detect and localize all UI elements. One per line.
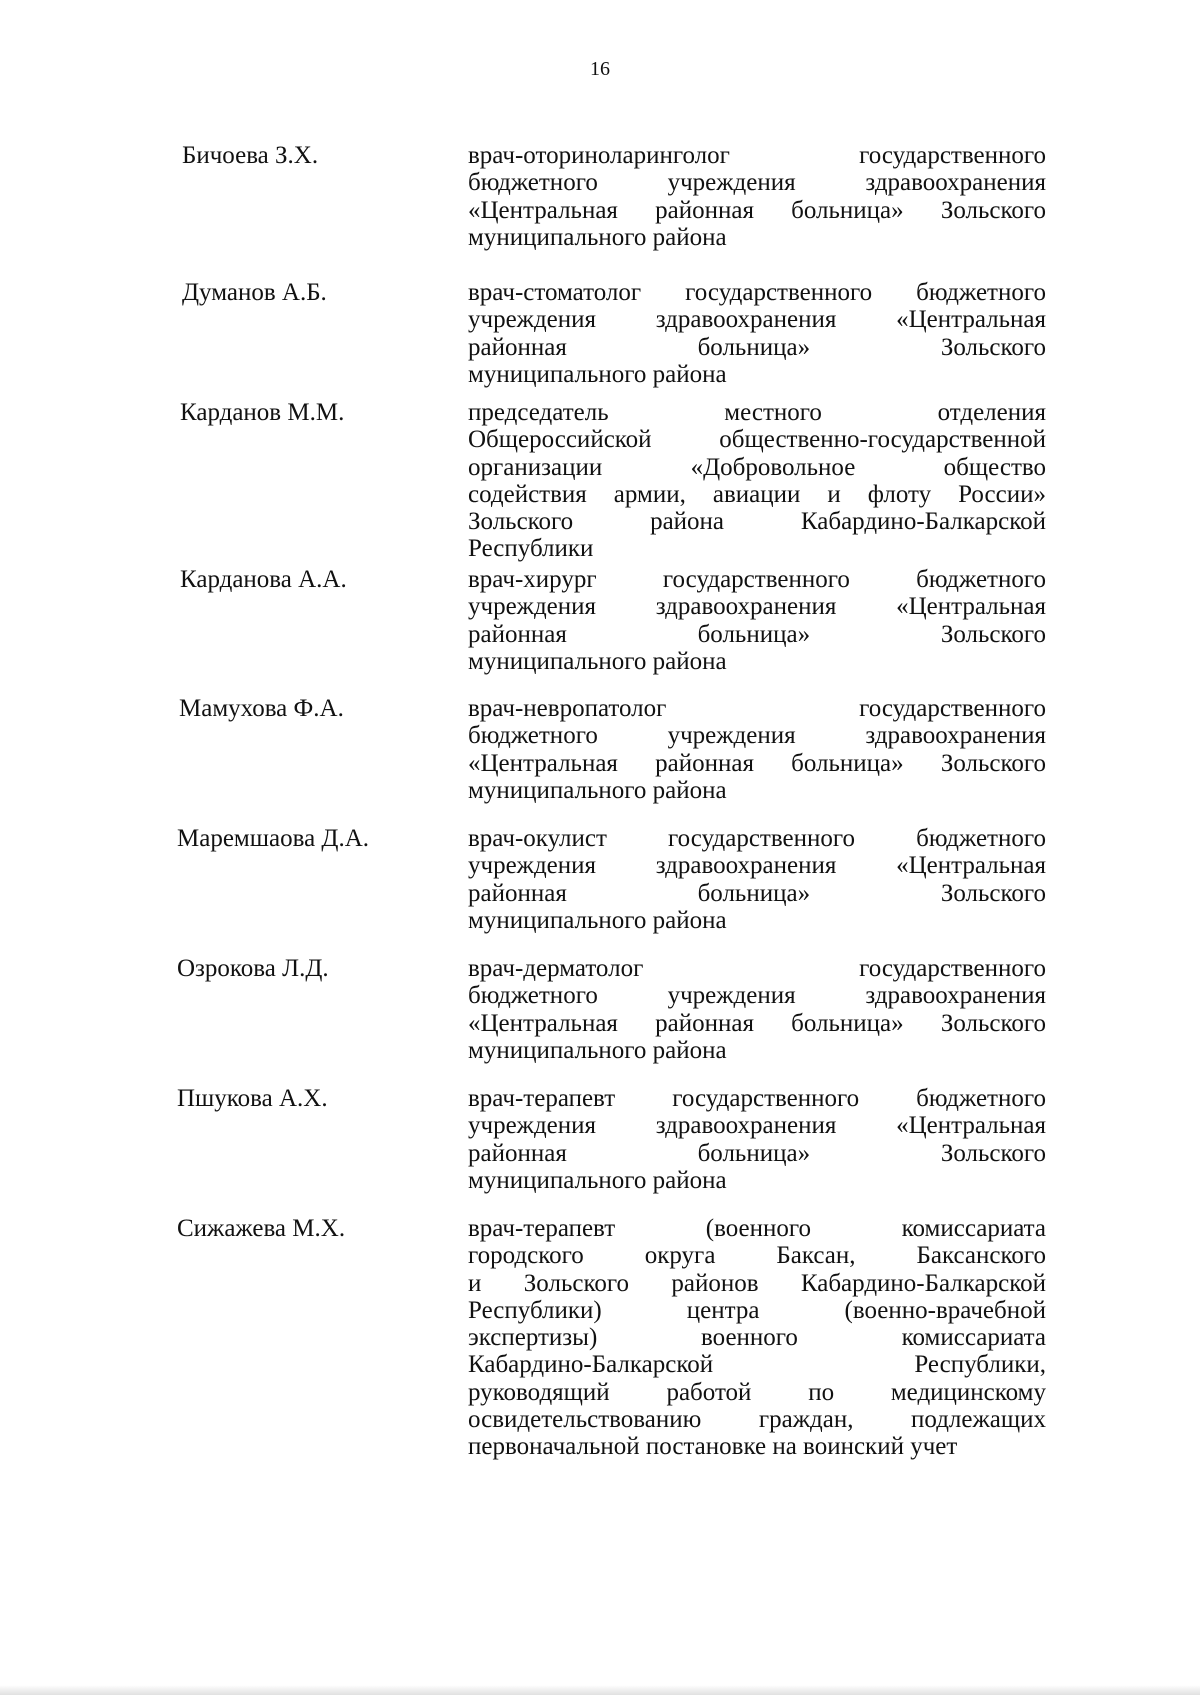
position-line: учреждения здравоохранения «Центральная: [468, 593, 1046, 621]
position-line: учреждения здравоохранения «Центральная: [468, 306, 1046, 334]
position-line: врач-хирург государственного бюджетного: [468, 566, 1046, 593]
member-position: [468, 1085, 1046, 1194]
position-line: муниципального района: [468, 360, 727, 388]
position-line: врач-стоматолог государственного бюджетного: [468, 279, 1046, 306]
position-line: Республики: [468, 535, 594, 563]
position-line: председатель местного отделения: [468, 399, 1046, 426]
position-line: районная больница» Зольского: [468, 620, 1046, 648]
position-line: врач-терапевт государственного бюджетного: [468, 1085, 1046, 1112]
position-line: и Зольского районов Кабардино-Балкарской: [468, 1269, 1046, 1297]
member-position: [468, 279, 1046, 388]
position-line: экспертизы) военного комиссариата: [468, 1324, 1046, 1352]
position-line: врач-невропатолог государственного: [468, 695, 1046, 722]
scan-edge-shadow: [0, 1685, 1200, 1695]
member-position: [468, 399, 1046, 563]
member-name: Маремшаова Д.А.: [177, 825, 370, 852]
position-line: организации «Добровольное общество: [468, 453, 1046, 481]
position-line: Зольского района Кабардино-Балкарской: [468, 508, 1046, 536]
position-line: «Центральная районная больница» Зольского: [468, 1009, 1046, 1037]
member-position: [468, 566, 1046, 675]
position-line: Общероссийской общественно-государственной: [468, 426, 1046, 454]
member-name: Сижажева М.Х.: [177, 1215, 346, 1242]
member-position: [468, 955, 1046, 1064]
member-position: [468, 695, 1046, 804]
position-line: муниципального района: [468, 223, 727, 251]
position-line: бюджетного учреждения здравоохранения: [468, 722, 1046, 750]
position-line: муниципального района: [468, 1036, 727, 1064]
member-name: Мамухова Ф.А.: [179, 695, 344, 722]
position-line: муниципального района: [468, 906, 727, 934]
member-name: Думанов А.Б.: [182, 279, 327, 306]
position-line: освидетельствованию граждан, подлежащих: [468, 1406, 1046, 1434]
position-line: врач-дерматолог государственного: [468, 955, 1046, 982]
position-line: «Центральная районная больница» Зольского: [468, 749, 1046, 777]
member-name: Карданова А.А.: [180, 566, 347, 593]
position-line: Кабардино-Балкарской Республики,: [468, 1351, 1046, 1379]
position-line: первоначальной постановке на воинский учет: [468, 1433, 958, 1461]
member-name: Озрокова Л.Д.: [177, 955, 329, 982]
position-line: учреждения здравоохранения «Центральная: [468, 852, 1046, 880]
member-position: [468, 142, 1046, 251]
position-line: районная больница» Зольского: [468, 879, 1046, 907]
position-line: муниципального района: [468, 776, 727, 804]
position-line: учреждения здравоохранения «Центральная: [468, 1112, 1046, 1140]
position-line: «Центральная районная больница» Зольского: [468, 196, 1046, 224]
position-line: врач-окулист государственного бюджетного: [468, 825, 1046, 852]
member-position: [468, 1215, 1046, 1461]
page-number: 16: [590, 58, 610, 80]
member-position: [468, 825, 1046, 934]
position-line: руководящий работой по медицинскому: [468, 1378, 1046, 1406]
position-line: бюджетного учреждения здравоохранения: [468, 169, 1046, 197]
position-line: содействия армии, авиации и флоту России»: [468, 480, 1046, 508]
position-line: врач-оториноларинголог государственного: [468, 142, 1046, 169]
member-name: Карданов М.М.: [180, 399, 345, 426]
position-line: врач-терапевт (военного комиссариата: [468, 1215, 1046, 1242]
position-line: районная больница» Зольского: [468, 333, 1046, 361]
position-line: бюджетного учреждения здравоохранения: [468, 982, 1046, 1010]
position-line: муниципального района: [468, 647, 727, 675]
position-line: Республики) центра (военно-врачебной: [468, 1296, 1046, 1324]
member-name: Бичоева З.Х.: [182, 142, 319, 169]
position-line: районная больница» Зольского: [468, 1139, 1046, 1167]
member-name: Пшукова А.Х.: [177, 1085, 328, 1112]
position-line: городского округа Баксан, Баксанского: [468, 1242, 1046, 1270]
position-line: муниципального района: [468, 1166, 727, 1194]
